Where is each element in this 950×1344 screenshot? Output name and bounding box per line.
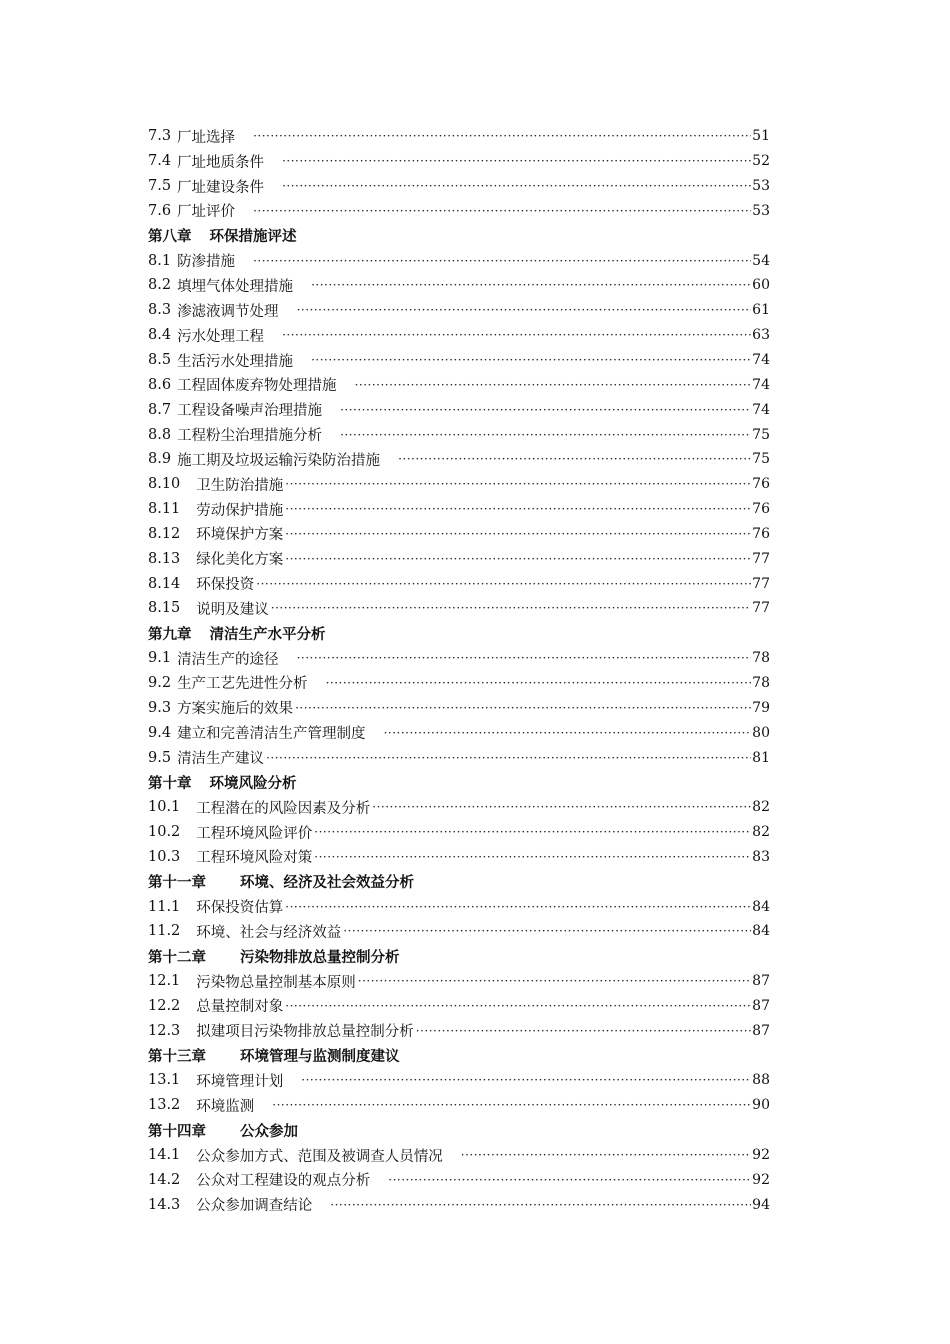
toc-entry (148, 149, 770, 174)
dot-leader (282, 155, 751, 167)
table-of-contents (148, 124, 770, 1217)
page-number: 90 (752, 1097, 770, 1114)
page-number: 82 (752, 824, 770, 841)
toc-entry (148, 720, 770, 745)
toc-entry (148, 372, 770, 397)
section-number: 8.8 (148, 426, 172, 443)
page-number: 61 (752, 302, 770, 319)
section-number: 8.4 (148, 327, 172, 344)
toc-entry (148, 522, 770, 547)
page-number: 87 (752, 1022, 770, 1039)
page-number: 82 (752, 799, 770, 816)
section-number: 7.5 (148, 178, 172, 195)
section-number: 12.2 (148, 997, 181, 1014)
section-title: 工程环境风险对策 (196, 850, 313, 867)
chapter-number: 第十二章 (148, 949, 206, 966)
toc-entry (148, 472, 770, 497)
chapter-number: 第九章 (148, 626, 192, 643)
dot-leader (384, 727, 752, 739)
dot-leader (272, 1099, 751, 1111)
toc-chapter-heading (148, 223, 770, 248)
page-number: 78 (752, 674, 770, 691)
page-number: 92 (752, 1147, 770, 1164)
section-title: 环保投资估算 (196, 900, 284, 917)
dot-leader (416, 1025, 751, 1037)
section-title: 公众参加调查结论 (196, 1198, 313, 1215)
toc-entry (148, 919, 770, 944)
section-title: 生活污水处理措施 (177, 353, 294, 370)
page-number: 53 (752, 178, 770, 195)
page-number: 60 (752, 277, 770, 294)
section-title: 工程环境风险评价 (196, 825, 313, 842)
section-number: 10.3 (148, 848, 181, 865)
toc-entry (148, 546, 770, 571)
dot-leader (311, 354, 751, 366)
section-number: 8.10 (148, 476, 181, 493)
page-number: 84 (752, 923, 770, 940)
section-number: 8.13 (148, 550, 181, 567)
section-number: 8.14 (148, 575, 181, 592)
toc-entry (148, 1068, 770, 1093)
section-title: 厂址选择 (177, 129, 236, 146)
dot-leader (256, 578, 751, 590)
toc-entry (148, 273, 770, 298)
dot-leader (253, 130, 751, 142)
section-title: 污染物总量控制基本原则 (196, 974, 356, 991)
chapter-title: 环保措施评述 (209, 229, 297, 246)
section-title: 厂址地质条件 (177, 154, 265, 171)
section-number: 8.7 (148, 401, 172, 418)
section-title: 施工期及垃圾运输污染防治措施 (177, 452, 381, 469)
page-number: 87 (752, 973, 770, 990)
page-number: 63 (752, 327, 770, 344)
toc-entry (148, 571, 770, 596)
dot-leader (388, 1174, 751, 1186)
dot-leader (314, 826, 751, 838)
page-number: 74 (752, 352, 770, 369)
section-title: 劳动保护措施 (196, 502, 284, 519)
toc-entry (148, 497, 770, 522)
section-number: 11.2 (148, 923, 181, 940)
page-number: 77 (752, 600, 770, 617)
toc-entry (148, 596, 770, 621)
dot-leader (358, 975, 751, 987)
section-title: 拟建项目污染物排放总量控制分析 (196, 1024, 414, 1041)
toc-entry (148, 795, 770, 820)
section-number: 14.2 (148, 1171, 181, 1188)
dot-leader (340, 404, 751, 416)
chapter-title: 公众参加 (240, 1123, 298, 1140)
toc-entry (148, 447, 770, 472)
section-title: 污水处理工程 (177, 328, 265, 345)
section-title: 工程潜在的风险因素及分析 (196, 800, 371, 817)
dot-leader (285, 528, 751, 540)
section-title: 环境、社会与经济效益 (196, 924, 342, 941)
toc-entry (148, 422, 770, 447)
toc-entry (148, 124, 770, 149)
section-title: 生产工艺先进性分析 (177, 676, 308, 693)
section-number: 7.4 (148, 153, 172, 170)
section-title: 厂址评价 (177, 204, 236, 221)
toc-entry (148, 695, 770, 720)
section-number: 13.2 (148, 1097, 181, 1114)
section-number: 14.3 (148, 1196, 181, 1213)
chapter-title: 污染物排放总量控制分析 (240, 949, 400, 966)
page-number: 76 (752, 525, 770, 542)
page-number: 75 (752, 426, 770, 443)
dot-leader (340, 429, 751, 441)
dot-leader (297, 652, 752, 664)
dot-leader (330, 1199, 751, 1211)
page-number: 76 (752, 501, 770, 518)
section-number: 12.3 (148, 1022, 181, 1039)
section-number: 10.2 (148, 824, 181, 841)
section-number: 9.4 (148, 724, 172, 741)
section-number: 8.5 (148, 352, 172, 369)
toc-entry (148, 348, 770, 373)
toc-entry (148, 199, 770, 224)
section-number: 12.1 (148, 973, 181, 990)
page-number: 74 (752, 376, 770, 393)
section-number: 10.1 (148, 799, 181, 816)
toc-chapter-heading (148, 1043, 770, 1068)
chapter-number: 第十一章 (148, 875, 206, 892)
page-number: 79 (752, 699, 770, 716)
toc-chapter-heading (148, 770, 770, 795)
page-number: 94 (752, 1196, 770, 1213)
section-number: 7.3 (148, 128, 172, 145)
toc-entry (148, 298, 770, 323)
section-title: 绿化美化方案 (196, 552, 284, 569)
chapter-title: 环境管理与监测制度建议 (240, 1049, 400, 1066)
section-title: 厂址建设条件 (177, 179, 265, 196)
page-number: 54 (752, 252, 770, 269)
dot-leader (285, 901, 751, 913)
dot-leader (372, 801, 751, 813)
section-number: 8.2 (148, 277, 172, 294)
page-number: 75 (752, 451, 770, 468)
section-number: 9.1 (148, 650, 172, 667)
toc-entry (148, 1018, 770, 1043)
dot-leader (253, 255, 751, 267)
toc-entry (148, 671, 770, 696)
dot-leader (355, 379, 752, 391)
chapter-title: 清洁生产水平分析 (209, 626, 326, 643)
page-number: 76 (752, 476, 770, 493)
page-number: 74 (752, 401, 770, 418)
toc-chapter-heading (148, 869, 770, 894)
section-title: 渗滤液调节处理 (177, 303, 279, 320)
toc-entry (148, 1093, 770, 1118)
toc-chapter-heading (148, 944, 770, 969)
section-number: 8.15 (148, 600, 181, 617)
section-title: 环境保护方案 (196, 527, 284, 544)
section-number: 8.12 (148, 525, 181, 542)
page-number: 78 (752, 650, 770, 667)
dot-leader (326, 677, 752, 689)
page-number: 80 (752, 724, 770, 741)
toc-entry (148, 969, 770, 994)
toc-entry (148, 994, 770, 1019)
section-number: 8.3 (148, 302, 172, 319)
dot-leader (311, 279, 751, 291)
section-title: 环保投资 (196, 577, 255, 594)
chapter-title: 环境、经济及社会效益分析 (240, 875, 414, 892)
dot-leader (282, 180, 751, 192)
toc-entry (148, 1192, 770, 1217)
dot-leader (297, 304, 752, 316)
section-title: 工程粉尘治理措施分析 (177, 428, 323, 445)
page-number: 53 (752, 202, 770, 219)
dot-leader (271, 602, 751, 614)
section-number: 9.5 (148, 749, 172, 766)
section-number: 8.9 (148, 451, 172, 468)
toc-entry (148, 397, 770, 422)
chapter-number: 第十章 (148, 775, 192, 792)
section-title: 公众对工程建设的观点分析 (196, 1173, 371, 1190)
toc-chapter-heading (148, 621, 770, 646)
page-number: 88 (752, 1072, 770, 1089)
section-title: 工程固体废弃物处理措施 (177, 378, 337, 395)
dot-leader (285, 503, 751, 515)
dot-leader (285, 1000, 751, 1012)
toc-entry (148, 248, 770, 273)
section-title: 环境管理计划 (196, 1073, 284, 1090)
page-number: 81 (752, 749, 770, 766)
dot-leader (343, 925, 751, 937)
section-number: 7.6 (148, 202, 172, 219)
chapter-number: 第八章 (148, 229, 192, 246)
page-number: 87 (752, 997, 770, 1014)
section-title: 环境监测 (196, 1098, 255, 1115)
page-number: 84 (752, 898, 770, 915)
page-number: 83 (752, 848, 770, 865)
toc-entry (148, 1167, 770, 1192)
dot-leader (253, 205, 751, 217)
section-number: 8.6 (148, 376, 172, 393)
section-number: 9.3 (148, 699, 172, 716)
toc-chapter-heading (148, 1118, 770, 1143)
page-number: 92 (752, 1171, 770, 1188)
toc-entry (148, 844, 770, 869)
dot-leader (266, 752, 751, 764)
toc-entry (148, 894, 770, 919)
toc-entry (148, 745, 770, 770)
dot-leader (285, 478, 751, 490)
dot-leader (314, 851, 751, 863)
dot-leader (282, 329, 751, 341)
section-title: 公众参加方式、范围及被调查人员情况 (196, 1148, 443, 1165)
section-number: 9.2 (148, 674, 172, 691)
dot-leader (398, 453, 751, 465)
dot-leader (461, 1149, 751, 1161)
section-title: 建立和完善清洁生产管理制度 (177, 726, 366, 743)
toc-entry (148, 646, 770, 671)
dot-leader (301, 1074, 751, 1086)
toc-entry (148, 1143, 770, 1168)
section-number: 8.11 (148, 501, 181, 518)
section-title: 卫生防治措施 (196, 477, 284, 494)
section-number: 13.1 (148, 1072, 181, 1089)
page-number: 77 (752, 575, 770, 592)
toc-entry (148, 174, 770, 199)
chapter-title: 环境风险分析 (209, 775, 297, 792)
section-title: 方案实施后的效果 (177, 701, 294, 718)
section-number: 11.1 (148, 898, 181, 915)
section-title: 清洁生产建议 (177, 751, 265, 768)
page-number: 77 (752, 550, 770, 567)
dot-leader (295, 702, 751, 714)
chapter-number: 第十四章 (148, 1123, 206, 1140)
section-title: 防渗措施 (177, 254, 236, 271)
section-title: 总量控制对象 (196, 999, 284, 1016)
section-number: 14.1 (148, 1147, 181, 1164)
section-title: 说明及建议 (196, 601, 269, 618)
dot-leader (285, 553, 751, 565)
section-title: 工程设备噪声治理措施 (177, 403, 323, 420)
section-title: 填埋气体处理措施 (177, 278, 294, 295)
toc-entry (148, 820, 770, 845)
page-number: 51 (752, 128, 770, 145)
toc-entry (148, 323, 770, 348)
section-number: 8.1 (148, 252, 172, 269)
chapter-number: 第十三章 (148, 1049, 206, 1066)
section-title: 清洁生产的途径 (177, 651, 279, 668)
page-number: 52 (752, 153, 770, 170)
